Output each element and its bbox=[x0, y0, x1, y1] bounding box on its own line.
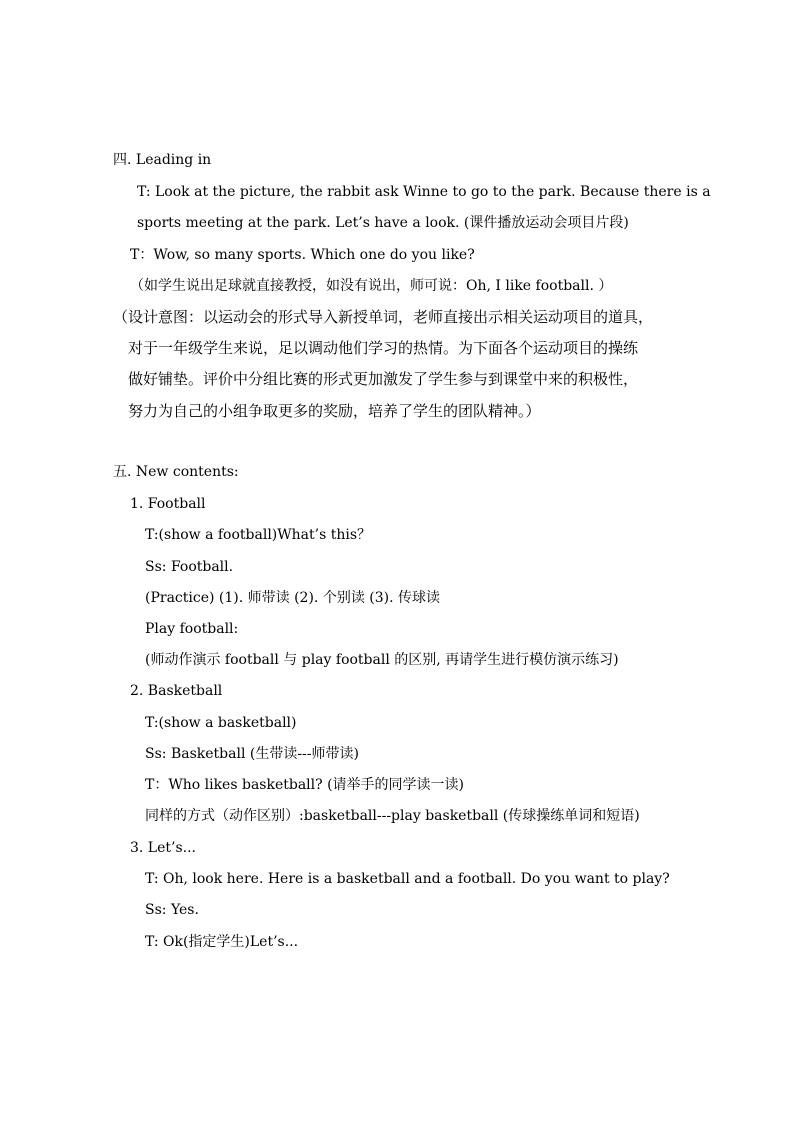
item-1-line-4: Play football: bbox=[145, 621, 239, 637]
section-4-line-3: T：Wow, so many sports. Which one do you like? bbox=[130, 247, 475, 263]
item-1-line-3: (Practice) (1). 师带读 (2). 个别读 (3). 传球读 bbox=[145, 590, 440, 606]
item-1-line-1: T:(show a football)What’s this？ bbox=[145, 527, 372, 543]
section-4-line-4: （如学生说出足球就直接教授，如没有说出，师可说：Oh, I like football. ） bbox=[130, 278, 613, 294]
item-3-line-3: T: Ok(指定学生)Let’s... bbox=[145, 934, 299, 950]
section-4-line-2: sports meeting at the park. Let’s have a look. (课件播放运动会项目片段) bbox=[137, 215, 629, 231]
item-3-title: 3. Let’s... bbox=[130, 840, 197, 856]
section-4-heading: 四. Leading in bbox=[113, 152, 212, 168]
section-4-line-1: T: Look at the picture, the rabbit ask Winne to go to the park. Because there is a bbox=[137, 184, 711, 200]
item-2-title: 2. Basketball bbox=[130, 683, 223, 699]
item-2-line-1: T:(show a basketball) bbox=[145, 715, 297, 731]
item-3-line-1: T: Oh, look here. Here is a basketball and a football. Do you want to play? bbox=[145, 871, 670, 887]
item-2-line-4: 同样的方式（动作区别）:basketball---play basketball (传球操练单词和短语) bbox=[145, 808, 640, 824]
item-2-line-3: T：Who likes basketball? (请举手的同学读一读) bbox=[145, 777, 465, 793]
design-intent-line-3: 做好铺垫。评价中分组比赛的形式更加激发了学生参与到课堂中来的积极性， bbox=[128, 370, 639, 388]
design-intent-line-1: （设计意图：以运动会的形式导入新授单词，老师直接出示相关运动项目的道具， bbox=[113, 308, 654, 326]
design-intent-line-4: 努力为自己的小组争取更多的奖励，培养了学生的团队精神。） bbox=[128, 402, 541, 420]
item-1-title: 1. Football bbox=[130, 496, 206, 512]
item-1-line-2: Ss: Football. bbox=[145, 559, 234, 575]
section-5-heading: 五. New contents: bbox=[113, 464, 239, 480]
item-1-line-5: (师动作演示 football 与 play football 的区别, 再请学生进行模仿演示练习) bbox=[145, 652, 619, 668]
item-2-line-2: Ss: Basketball (生带读---师带读) bbox=[145, 746, 359, 762]
design-intent-line-2: 对于一年级学生来说，足以调动他们学习的热情。为下面各个运动项目的操练 bbox=[128, 339, 639, 357]
item-3-line-2: Ss: Yes. bbox=[145, 902, 199, 918]
